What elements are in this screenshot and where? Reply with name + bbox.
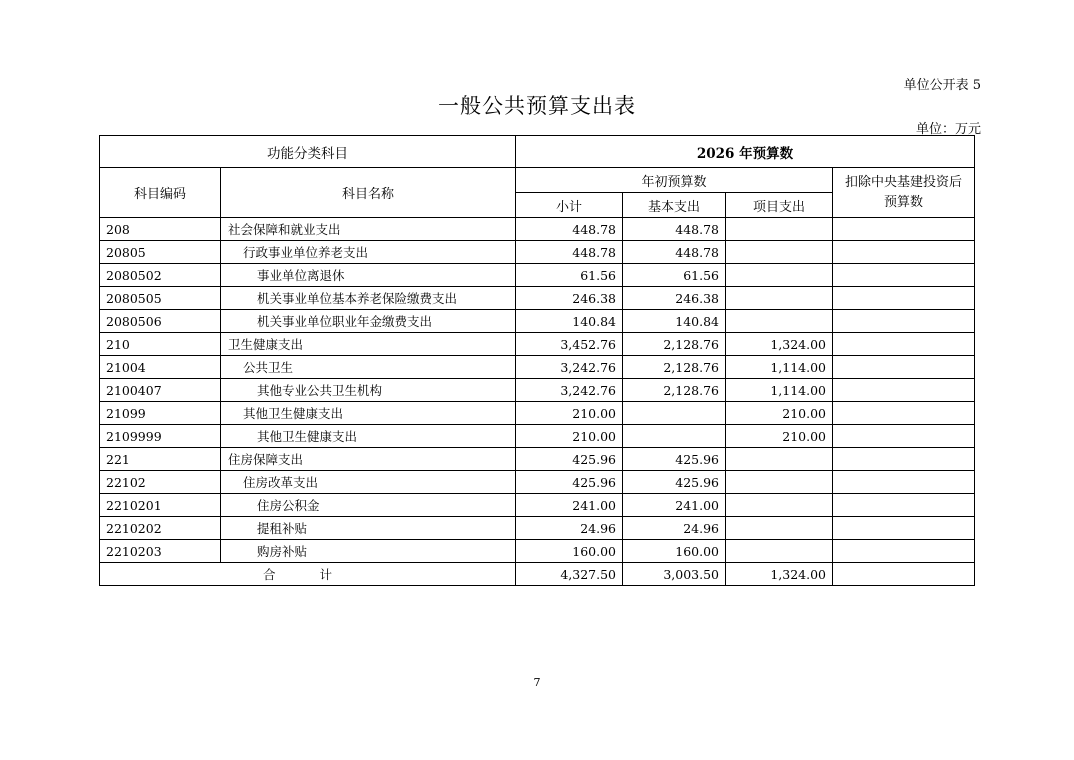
- row-code: 2080506: [100, 310, 221, 333]
- row-deduct: [833, 448, 975, 471]
- table-row: [100, 540, 975, 563]
- row-basic: 246.38: [623, 287, 726, 310]
- row-deduct: [833, 379, 975, 402]
- row-name: 其他卫生健康支出: [221, 425, 516, 448]
- header-code: 科目编码: [100, 168, 221, 218]
- row-deduct: [833, 356, 975, 379]
- table-row: [100, 379, 975, 402]
- total-row: [100, 563, 975, 586]
- row-name: 公共卫生: [221, 356, 516, 379]
- row-code: 210: [100, 333, 221, 356]
- row-project: [726, 264, 833, 287]
- budget-table: [99, 135, 975, 586]
- row-code: 20805: [100, 241, 221, 264]
- row-project: [726, 287, 833, 310]
- table-row: [100, 448, 975, 471]
- row-deduct: [833, 264, 975, 287]
- row-deduct: [833, 310, 975, 333]
- row-project: [726, 494, 833, 517]
- table-row: [100, 310, 975, 333]
- row-basic: 61.56: [623, 264, 726, 287]
- row-code: 2109999: [100, 425, 221, 448]
- row-code: 21099: [100, 402, 221, 425]
- row-project: 210.00: [726, 402, 833, 425]
- row-code: 208: [100, 218, 221, 241]
- header-func-class: 功能分类科目: [100, 136, 516, 168]
- row-subtotal: 448.78: [516, 241, 623, 264]
- total-project: 1,324.00: [726, 563, 833, 586]
- row-project: [726, 218, 833, 241]
- row-basic: 425.96: [623, 448, 726, 471]
- row-subtotal: 448.78: [516, 218, 623, 241]
- row-subtotal: 160.00: [516, 540, 623, 563]
- header-basic: 基本支出: [623, 193, 726, 218]
- row-project: [726, 517, 833, 540]
- row-deduct: [833, 471, 975, 494]
- row-subtotal: 24.96: [516, 517, 623, 540]
- row-code: 2210203: [100, 540, 221, 563]
- table-row: [100, 356, 975, 379]
- row-basic: 2,128.76: [623, 333, 726, 356]
- row-code: 22102: [100, 471, 221, 494]
- table-row: [100, 287, 975, 310]
- row-deduct: [833, 333, 975, 356]
- row-name: 住房改革支出: [221, 471, 516, 494]
- row-subtotal: 241.00: [516, 494, 623, 517]
- row-basic: 2,128.76: [623, 356, 726, 379]
- row-subtotal: 3,452.76: [516, 333, 623, 356]
- row-project: 1,114.00: [726, 379, 833, 402]
- table-row: [100, 218, 975, 241]
- row-project: 1,114.00: [726, 356, 833, 379]
- row-project: [726, 448, 833, 471]
- total-subtotal: 4,327.50: [516, 563, 623, 586]
- row-project: 210.00: [726, 425, 833, 448]
- row-basic: 425.96: [623, 471, 726, 494]
- row-basic: 2,128.76: [623, 379, 726, 402]
- row-subtotal: 210.00: [516, 402, 623, 425]
- row-project: 1,324.00: [726, 333, 833, 356]
- row-basic: 160.00: [623, 540, 726, 563]
- row-name: 提租补贴: [221, 517, 516, 540]
- row-basic: 24.96: [623, 517, 726, 540]
- header-budget-year: 2026 年预算数: [516, 136, 975, 168]
- row-name: 机关事业单位职业年金缴费支出: [221, 310, 516, 333]
- row-subtotal: 61.56: [516, 264, 623, 287]
- row-name: 行政事业单位养老支出: [221, 241, 516, 264]
- table-row: [100, 425, 975, 448]
- row-name: 住房公积金: [221, 494, 516, 517]
- table-row: [100, 264, 975, 287]
- row-code: 21004: [100, 356, 221, 379]
- row-code: 221: [100, 448, 221, 471]
- row-project: [726, 540, 833, 563]
- row-code: 2210201: [100, 494, 221, 517]
- row-code: 2100407: [100, 379, 221, 402]
- row-basic: 140.84: [623, 310, 726, 333]
- row-basic: 448.78: [623, 218, 726, 241]
- row-deduct: [833, 494, 975, 517]
- row-name: 其他专业公共卫生机构: [221, 379, 516, 402]
- row-project: [726, 310, 833, 333]
- row-deduct: [833, 425, 975, 448]
- page-number: 7: [533, 676, 541, 689]
- row-basic: 448.78: [623, 241, 726, 264]
- row-basic: [623, 425, 726, 448]
- row-deduct: [833, 287, 975, 310]
- row-subtotal: 425.96: [516, 471, 623, 494]
- unit-label: 单位：万元: [915, 122, 981, 137]
- table-row: [100, 241, 975, 264]
- row-name: 其他卫生健康支出: [221, 402, 516, 425]
- header-name: 科目名称: [221, 168, 516, 218]
- row-deduct: [833, 517, 975, 540]
- table-row: [100, 471, 975, 494]
- header-subtotal: 小计: [516, 193, 623, 218]
- row-name: 机关事业单位基本养老保险缴费支出: [221, 287, 516, 310]
- row-subtotal: 425.96: [516, 448, 623, 471]
- row-deduct: [833, 540, 975, 563]
- row-name: 事业单位离退休: [221, 264, 516, 287]
- table-row: [100, 494, 975, 517]
- table-row: [100, 402, 975, 425]
- row-name: 住房保障支出: [221, 448, 516, 471]
- row-basic: 241.00: [623, 494, 726, 517]
- row-name: 卫生健康支出: [221, 333, 516, 356]
- table-row: [100, 333, 975, 356]
- total-label: 合 计: [100, 563, 516, 586]
- row-project: [726, 241, 833, 264]
- header-project: 项目支出: [726, 193, 833, 218]
- row-code: 2080505: [100, 287, 221, 310]
- row-project: [726, 471, 833, 494]
- row-deduct: [833, 402, 975, 425]
- row-subtotal: 3,242.76: [516, 356, 623, 379]
- table-row: [100, 517, 975, 540]
- row-basic: [623, 402, 726, 425]
- header-deduct: 扣除中央基建投资后预算数: [833, 168, 975, 218]
- row-code: 2210202: [100, 517, 221, 540]
- header-initial-budget: 年初预算数: [516, 168, 833, 193]
- row-subtotal: 3,242.76: [516, 379, 623, 402]
- row-code: 2080502: [100, 264, 221, 287]
- total-basic: 3,003.50: [623, 563, 726, 586]
- table-number: 单位公开表 5: [903, 78, 981, 93]
- row-deduct: [833, 218, 975, 241]
- row-deduct: [833, 241, 975, 264]
- row-subtotal: 140.84: [516, 310, 623, 333]
- row-name: 购房补贴: [221, 540, 516, 563]
- row-name: 社会保障和就业支出: [221, 218, 516, 241]
- row-subtotal: 210.00: [516, 425, 623, 448]
- total-deduct: [833, 563, 975, 586]
- page-title: 一般公共预算支出表: [438, 94, 636, 118]
- row-subtotal: 246.38: [516, 287, 623, 310]
